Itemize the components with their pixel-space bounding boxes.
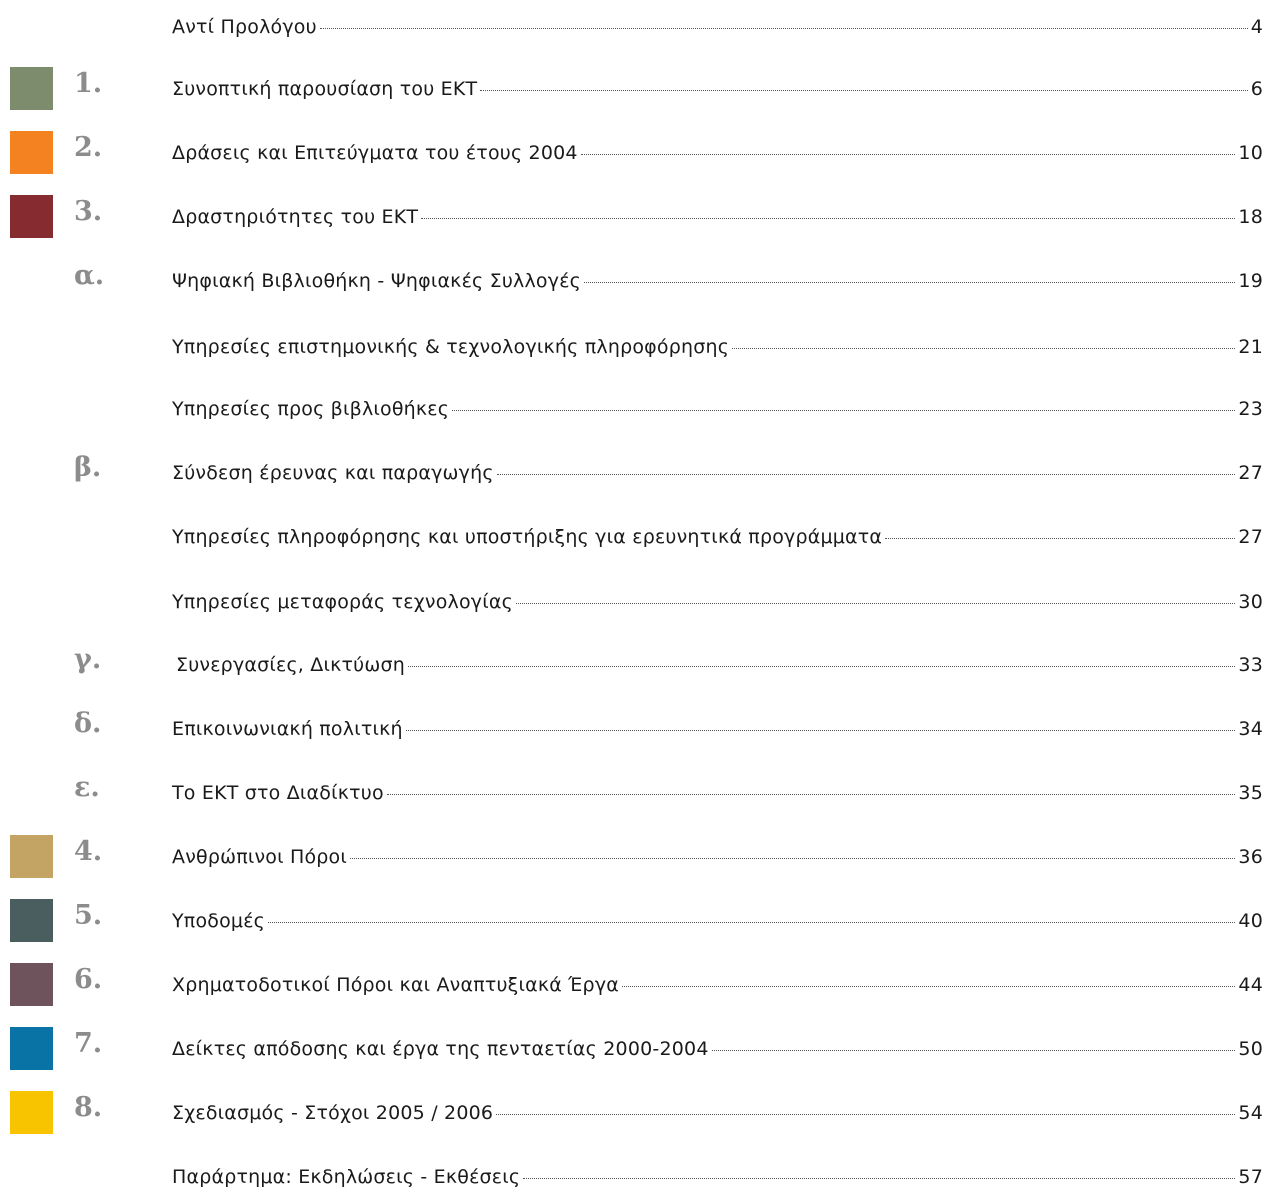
toc-entry-title: Συνεργασίες, Δικτύωση [176,654,405,676]
toc-entry-title: Χρηματοδοτικοί Πόροι και Αναπτυξιακά Έργα [172,974,619,996]
toc-row-section-3[interactable] [0,195,1271,239]
toc-entry-title: Υπηρεσίες επιστημονικής & τεχνολογικής πληροφόρησης [172,336,730,358]
section-color-swatch [10,195,53,238]
toc-row-technology-transfer[interactable] [0,580,1271,624]
section-number: 8. [74,1092,103,1123]
subsection-letter: γ. [74,644,102,675]
toc-entry[interactable] [172,77,1263,101]
toc-row-subsection-c[interactable] [0,643,1271,687]
section-color-swatch [10,1027,53,1070]
leader-dots [523,1178,1235,1179]
subsection-letter: ε. [74,772,100,803]
toc-entry[interactable] [172,590,1263,614]
toc-entry[interactable] [172,781,1263,805]
toc-row-appendix[interactable] [0,1155,1271,1199]
toc-row-information-services[interactable] [0,325,1271,369]
subsection-letter: α. [74,260,105,291]
toc-page-number: 18 [1238,206,1263,228]
toc-entry-title: Υπηρεσίες μεταφοράς τεχνολογίας [172,591,513,613]
subsection-letter: β. [74,452,102,483]
toc-entry-title: Σύνδεση έρευνας και παραγωγής [172,462,494,484]
toc-row-subsection-b[interactable] [0,451,1271,495]
toc-entry[interactable] [172,1165,1263,1189]
toc-row-section-4[interactable] [0,835,1271,879]
section-number: 3. [74,196,103,227]
toc-entry-title: Δράσεις και Επιτεύγματα του έτους 2004 [172,142,578,164]
toc-entry-title: Ανθρώπινοι Πόροι [172,846,348,868]
section-number: 5. [74,900,103,931]
toc-entry-title: Αντί Προλόγου [172,16,317,38]
toc-entry[interactable] [172,141,1263,165]
toc-entry[interactable] [172,909,1263,933]
toc-entry[interactable] [172,1101,1263,1125]
toc-entry[interactable] [172,845,1263,869]
leader-dots [350,858,1235,859]
toc-page-number: 34 [1238,718,1263,740]
toc-entry-title: Δραστηριότητες του ΕΚΤ [172,206,419,228]
section-number: 4. [74,836,103,867]
toc-page-number: 27 [1238,462,1263,484]
toc-row-research-programs[interactable] [0,515,1271,559]
toc-page-number: 27 [1238,526,1263,548]
leader-dots [516,603,1235,604]
toc-entry-title: Παράρτημα: Εκδηλώσεις - Εκθέσεις [172,1166,521,1188]
toc-row-subsection-e[interactable] [0,771,1271,815]
leader-dots [268,922,1235,923]
toc-page-number: 57 [1238,1166,1263,1188]
toc-row-foreword[interactable] [0,5,1271,49]
section-color-swatch [10,835,53,878]
toc-entry-title: Σχεδιασμός - Στόχοι 2005 / 2006 [172,1102,494,1124]
section-number: 2. [74,132,103,163]
toc-page-number: 54 [1238,1102,1263,1124]
toc-row-section-8[interactable] [0,1091,1271,1135]
section-color-swatch [10,963,53,1006]
toc-page-number: 44 [1238,974,1263,996]
leader-dots [480,90,1247,91]
toc-entry[interactable] [172,335,1263,359]
toc-row-subsection-a[interactable] [0,259,1271,303]
toc-entry-title: Ψηφιακή Βιβλιοθήκη - Ψηφιακές Συλλογές [172,270,582,292]
toc-entry-title: Το ΕΚΤ στο Διαδίκτυο [172,782,384,804]
toc-entry[interactable] [172,15,1263,39]
section-number: 7. [74,1028,103,1059]
toc-entry[interactable] [172,717,1263,741]
section-color-swatch [10,67,53,110]
toc-page-number: 36 [1238,846,1263,868]
toc-entry[interactable] [172,205,1263,229]
toc-page-number: 23 [1238,398,1263,420]
toc-entry[interactable] [172,973,1263,997]
toc-entry-title: Δείκτες απόδοσης και έργα της πενταετίας 2000-2004 [172,1038,709,1060]
leader-dots [406,730,1236,731]
leader-dots [320,28,1248,29]
toc-entry[interactable] [172,269,1263,293]
toc-page-number: 30 [1238,591,1263,613]
toc-row-section-6[interactable] [0,963,1271,1007]
toc-entry-title: Υπηρεσίες πληροφόρησης και υποστήριξης για ερευνητικά προγράμματα [172,526,883,548]
toc-row-subsection-d[interactable] [0,707,1271,751]
toc-page-number: 33 [1238,654,1263,676]
leader-dots [497,474,1236,475]
toc-entry-title: Συνοπτική παρουσίαση του ΕΚΤ [172,78,478,100]
toc-entry-title: Επικοινωνιακή πολιτική [172,718,403,740]
toc-entry[interactable] [172,397,1263,421]
leader-dots [622,986,1235,987]
leader-dots [581,154,1236,155]
toc-page-number: 6 [1250,78,1263,100]
toc-entry-title: Υπηρεσίες προς βιβλιοθήκες [172,398,450,420]
section-color-swatch [10,899,53,942]
leader-dots [387,794,1236,795]
section-number: 6. [74,964,103,995]
toc-row-section-1[interactable] [0,67,1271,111]
toc-page-number: 19 [1238,270,1263,292]
leader-dots [496,1114,1235,1115]
toc-page-number: 35 [1238,782,1263,804]
toc-page-number: 10 [1238,142,1263,164]
toc-page-number: 4 [1250,16,1263,38]
toc-entry[interactable] [172,1037,1263,1061]
leader-dots [732,348,1235,349]
toc-page-number: 50 [1238,1038,1263,1060]
toc-page-number: 40 [1238,910,1263,932]
toc-row-section-7[interactable] [0,1027,1271,1071]
section-number: 1. [74,68,103,99]
toc-row-section-5[interactable] [0,899,1271,943]
toc-row-section-2[interactable] [0,131,1271,175]
subsection-letter: δ. [74,708,102,739]
leader-dots [408,666,1235,667]
leader-dots [885,538,1235,539]
toc-row-library-services[interactable] [0,387,1271,431]
section-color-swatch [10,131,53,174]
section-color-swatch [10,1091,53,1134]
toc-entry[interactable] [172,461,1263,485]
toc-page-number: 21 [1238,336,1263,358]
toc-entry-title: Υποδομές [172,910,266,932]
leader-dots [452,410,1235,411]
toc-entry[interactable] [176,653,1263,677]
leader-dots [584,282,1235,283]
leader-dots [712,1050,1236,1051]
leader-dots [421,218,1235,219]
toc-entry[interactable] [172,525,1263,549]
